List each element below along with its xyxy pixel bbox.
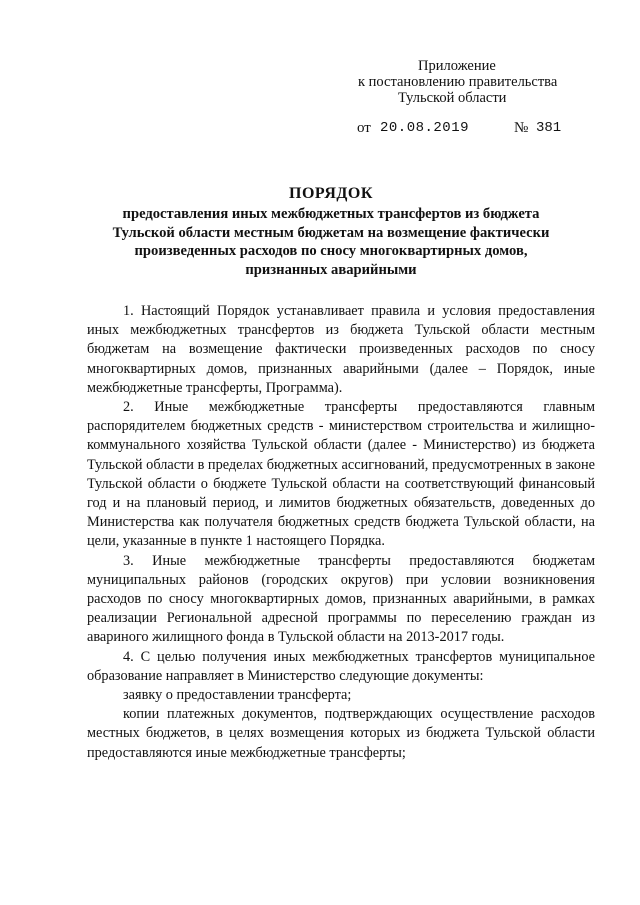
list-item-payment-copies: копии платежных документов, подтверждающих осуществление расходов местных бюджетов, в целях возмещения которых из бюджета Тульской области предоставляются иные межбюджетные трансферты; xyxy=(87,706,595,761)
number-label: № xyxy=(514,120,529,136)
paragraph-4: 4. С целью получения иных межбюджетных трансфертов муниципальное образование направляет в Министерство следующие документы: xyxy=(87,648,595,684)
annex-region: Тульской области xyxy=(398,90,507,106)
annex-decree-ref: к постановлению правительства xyxy=(358,74,558,90)
title-main: ПОРЯДОК xyxy=(289,185,373,202)
document-date: 20.08.2019 xyxy=(380,120,470,136)
list-item-application: заявку о предоставлении трансферта; xyxy=(123,687,352,704)
title-subtitle: предоставления иных межбюджетных трансфертов из бюджета Тульской области местным бюджетам на возмещение фактически произведенных расходов по сносу многоквартирных домов, признанных аварийными xyxy=(112,206,550,278)
document-body xyxy=(87,302,595,763)
document-number: 381 xyxy=(536,120,562,136)
document-title xyxy=(96,184,566,279)
date-label: от xyxy=(357,120,371,136)
paragraph-2: 2. Иные межбюджетные трансферты предоставляются главным распорядителем бюджетных средств - министерством строительства и жилищно-коммунального хозяйства Тульской области (далее - Министерство) из бюджета Тульской области в пределах бюджетных ассигнований, предусмотренных в законе Тульской области о бюджете Тульской области на соответствующий финансовый год и на плановый период, и лимитов бюджетных обязательств, доведенных до Министерства как получателя бюджетных средств бюджета Тульской области, на цели, указанные в пункте 1 настоящего Порядка. xyxy=(87,399,595,550)
paragraph-3: 3. Иные межбюджетные трансферты предоставляются бюджетам муниципальных районов (городских округов) при условии возникновения расходов по сносу многоквартирных домов, признанных аварийными, в рамках реализации Региональной адресной программы по переселению граждан из авариного жилищного фонда в Тульской области на 2013-2017 годы. xyxy=(87,552,595,646)
annex-label: Приложение xyxy=(418,58,496,74)
paragraph-1: 1. Настоящий Порядок устанавливает правила и условия предоставления иных межбюджетных трансфертов из бюджета Тульской области местным бюджетам на возмещение фактически произведенных расходов по сносу многоквартирных домов, признанных аварийными (далее – Порядок, иные межбюджетные трансферты, Программа). xyxy=(87,303,595,396)
